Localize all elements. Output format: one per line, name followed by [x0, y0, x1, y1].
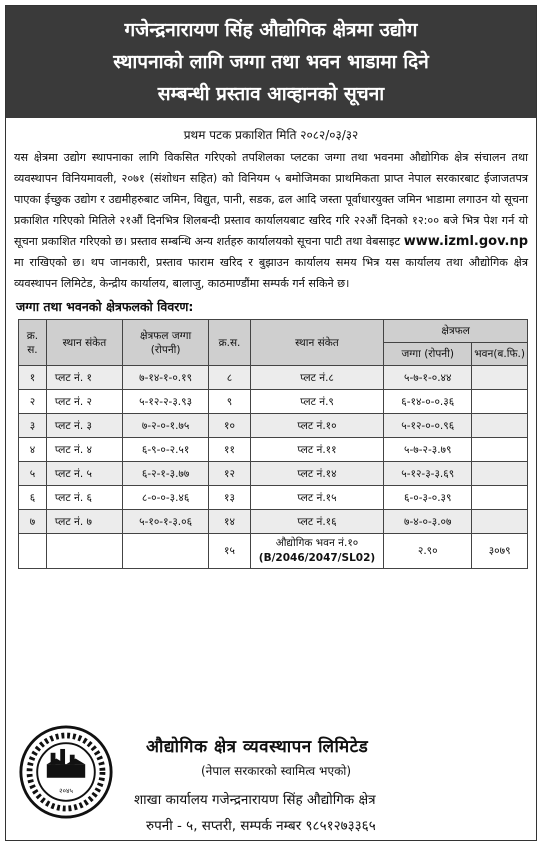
- table-body: [19, 366, 528, 569]
- building-code: (B/2046/2047/SL02): [258, 552, 376, 564]
- cell-empty: [123, 534, 209, 569]
- cell-area: ६-९-०-२.५१: [123, 438, 209, 462]
- cell-sn: ४: [19, 438, 47, 462]
- cell-building: [472, 390, 528, 414]
- cell-sn-2: १३: [209, 486, 251, 510]
- cell-sn-2: १४: [209, 510, 251, 534]
- cell-sn: ५: [19, 462, 47, 486]
- header-sn: क्र. स.: [19, 320, 47, 366]
- cell-area: ५-१०-१-३.०६: [123, 510, 209, 534]
- organization-emblem-icon: [18, 724, 114, 820]
- cell-sn-2: १०: [209, 414, 251, 438]
- cell-building: [472, 510, 528, 534]
- table-row: [19, 462, 528, 486]
- publication-date: प्रथम पटक प्रकाशित मिति २०८२/०३/३२: [183, 128, 359, 142]
- cell-sn: ३: [19, 414, 47, 438]
- table-row: [19, 366, 528, 390]
- cell-sn-2: ११: [209, 438, 251, 462]
- emblem-year: २०४५: [59, 787, 73, 796]
- cell-empty: [46, 534, 122, 569]
- cell-building: [472, 486, 528, 510]
- table-row: [19, 390, 528, 414]
- cell-land: ५-७-२-३.७९: [384, 438, 472, 462]
- branch-office: शाखा कार्यालय गजेन्द्रनारायण सिंह औद्योगिक क्षेत्र: [134, 792, 376, 808]
- cell-empty: [19, 534, 47, 569]
- notice-header: [6, 6, 536, 118]
- cell-location: प्लट नं. ४: [46, 438, 122, 462]
- cell-land: ६-०-३-०.३९: [384, 486, 472, 510]
- cell-land: ७-४-०-३.०७: [384, 510, 472, 534]
- cell-location: प्लट नं. ६: [46, 486, 122, 510]
- table-row: [19, 414, 528, 438]
- cell-sn-2: १५: [209, 534, 251, 569]
- header-area-land: क्षेत्रफल जग्गा (रोपनी): [123, 320, 209, 366]
- cell-location-2: प्लट नं.१०: [250, 414, 383, 438]
- website-link[interactable]: www.izml.gov.np: [403, 234, 528, 249]
- cell-land: २.९०: [384, 534, 472, 569]
- header-area: क्षेत्रफल: [384, 320, 528, 343]
- table-row: [19, 438, 528, 462]
- cell-land: ६-१४-०-०.३६: [384, 390, 472, 414]
- cell-location-2: प्लट नं.१४: [250, 462, 383, 486]
- org-subtitle: (नेपाल सरकारको स्वामित्व भएको): [201, 764, 352, 778]
- org-name: औद्योगिक क्षेत्र व्यवस्थापन लिमिटेड: [146, 737, 369, 757]
- cell-area: ५-१२-२-३.९३: [123, 390, 209, 414]
- table-row-building: [19, 534, 528, 569]
- cell-building: [472, 414, 528, 438]
- header-line-3: सम्बन्धी प्रस्ताव आव्हानको सूचना: [157, 83, 385, 105]
- cell-location: प्लट नं. १: [46, 366, 122, 390]
- cell-land: ५-१२-०-०.९६: [384, 414, 472, 438]
- cell-building: [472, 462, 528, 486]
- cell-location-2: प्लट नं.१५: [250, 486, 383, 510]
- cell-sn-2: ९: [209, 390, 251, 414]
- cell-location-2: प्लट नं.११: [250, 438, 383, 462]
- cell-area: ७-२-०-१.७५: [123, 414, 209, 438]
- cell-location-2: प्लट नं.८: [250, 366, 383, 390]
- footer: [6, 706, 536, 838]
- cell-location: प्लट नं. ५: [46, 462, 122, 486]
- cell-area: ७-१४-१-०.१९: [123, 366, 209, 390]
- table-row: [19, 510, 528, 534]
- cell-land: ५-१२-३-३.६९: [384, 462, 472, 486]
- cell-sn: १: [19, 366, 47, 390]
- area-table: [18, 319, 528, 569]
- cell-sn: ६: [19, 486, 47, 510]
- cell-building: [472, 366, 528, 390]
- table-title: जग्गा तथा भवनको क्षेत्रफलको विवरण:: [16, 299, 194, 314]
- cell-location: प्लट नं. २: [46, 390, 122, 414]
- cell-location-2: प्लट नं.१६: [250, 510, 383, 534]
- body-part-2: मा राखिएको छ। थप जानकारी, प्रस्ताव फाराम खरिद र बुझाउन कार्यालय समय भित्र यस कार्यालय तथा औद्योगिक क्षेत्र व्यवस्थापन लिमिटेड, केन्द्रीय कार्यालय, बालाजु, काठमाण्डौंमा सम्पर्क गर्न सकिने छ।: [14, 256, 528, 290]
- cell-sn: २: [19, 390, 47, 414]
- cell-sn: ७: [19, 510, 47, 534]
- header-line-1: गजेन्द्रनारायण सिंह औद्योगिक क्षेत्रमा उद्योग: [124, 19, 418, 41]
- cell-area: ८-०-०-३.४६: [123, 486, 209, 510]
- cell-building: ३०७९: [472, 534, 528, 569]
- cell-sn-2: १२: [209, 462, 251, 486]
- header-land-ropani: जग्गा (रोपनी): [384, 343, 472, 366]
- cell-land: ५-७-१-०.४४: [384, 366, 472, 390]
- header-line-2: स्थापनाको लागि जग्गा तथा भवन भाडामा दिने: [113, 51, 429, 73]
- header-location-2: स्थान संकेत: [250, 320, 383, 366]
- table-row: [19, 486, 528, 510]
- header-sn-2: क्र.स.: [209, 320, 251, 366]
- cell-sn-2: ८: [209, 366, 251, 390]
- cell-location: प्लट नं. ७: [46, 510, 122, 534]
- notice-body: [6, 147, 536, 294]
- cell-area: ६-२-१-३.७७: [123, 462, 209, 486]
- cell-location-2: [250, 534, 383, 569]
- header-building-sqft: भवन(ब.फि.): [472, 343, 528, 366]
- cell-building: [472, 438, 528, 462]
- cell-location-2: प्लट नं.९: [250, 390, 383, 414]
- cell-location: प्लट नं. ३: [46, 414, 122, 438]
- header-location: स्थान संकेत: [46, 320, 122, 366]
- address-contact: रुपनी - ५, सप्तरी, सम्पर्क नम्बर ९८५१२७३३६५: [146, 818, 376, 834]
- notice: [5, 5, 537, 841]
- body-part-1: यस क्षेत्रमा उद्योग स्थापनाका लागि विकसित गरिएको तपशिलका प्लटका जग्गा तथा भवनमा औद्योगिक क्षेत्र संचालन तथा व्यवस्थापन विनियमावली, २०७१ (संशोधन सहित) को विनियम ५ बमोजिमका प्राथमिकता प्राप्त नेपाल सरकारबाट ईजाजतपत्र पाएका ईच्छुक उद्योग र उद्यमीहरुबाट जमिन, विद्युत, पानी, सडक, ढल आदि जस्ता पूर्वाधारयुक्त जमिन भाडामा लगाउन यो सूचना प्रकाशित गरिएको मितिले २१औं दिनभित्र शिलबन्दी प्रस्ताव कार्यालयबाट खरिद गरि २२औं दिनको १२:०० बजे भित्र पेश गर्न यो सूचना प्रकाशित गरिएको छ। प्रस्ताव सम्बन्धि अन्य शर्तहरु कार्यालयको सूचना पाटी तथा वेबसाइट: [14, 151, 528, 248]
- building-name: औद्योगिक भवन नं.१०: [275, 537, 359, 549]
